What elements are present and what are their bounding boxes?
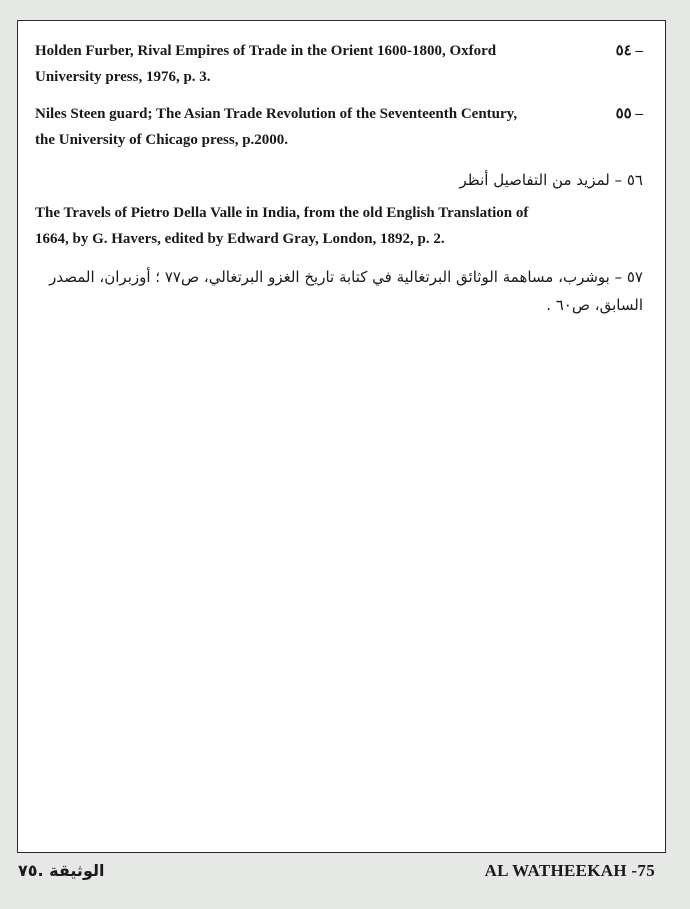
footnote-arabic-text: ٥٦ – لمزيد من التفاصيل أنظر (459, 171, 643, 189)
reference-text-line2: 1664, by G. Havers, edited by Edward Gray, London, 1892, p. 2. (35, 231, 445, 247)
footnote-57 (35, 263, 643, 319)
footnote-arabic-line1: ٥٧ – بوشرب، مساهمة الوثائق البرتغالية في كتابة تاريخ الغزو البرتغالي، ص٧٧ ؛ أوزبران، المصدر (49, 268, 643, 286)
footnote-text-line2: the University of Chicago press, p.2000. (35, 132, 289, 148)
footnote-number: ٥٥ – (615, 106, 643, 122)
footnote-text-line1: Niles Steen guard; The Asian Trade Revolution of the Seventeenth Century, (35, 106, 518, 122)
footnote-55 (35, 101, 643, 153)
footnote-text-line2: University press, 1976, p. 3. (35, 69, 211, 85)
footer-arabic-title: الوثيقة .٧٥ (18, 861, 105, 880)
footer-journal-title: AL WATHEEKAH -75 (484, 861, 655, 880)
footnote-number: ٥٤ – (615, 43, 643, 59)
footnote-56-reference (35, 200, 643, 252)
footnote-54 (35, 38, 643, 90)
footnote-arabic-line2: السابق، ص٦٠ . (546, 296, 643, 314)
footnote-text-line1: Holden Furber, Rival Empires of Trade in the Orient 1600-1800, Oxford (35, 43, 497, 59)
footnote-56 (35, 166, 643, 194)
reference-text-line1: The Travels of Pietro Della Valle in India, from the old English Translation of (35, 205, 529, 221)
